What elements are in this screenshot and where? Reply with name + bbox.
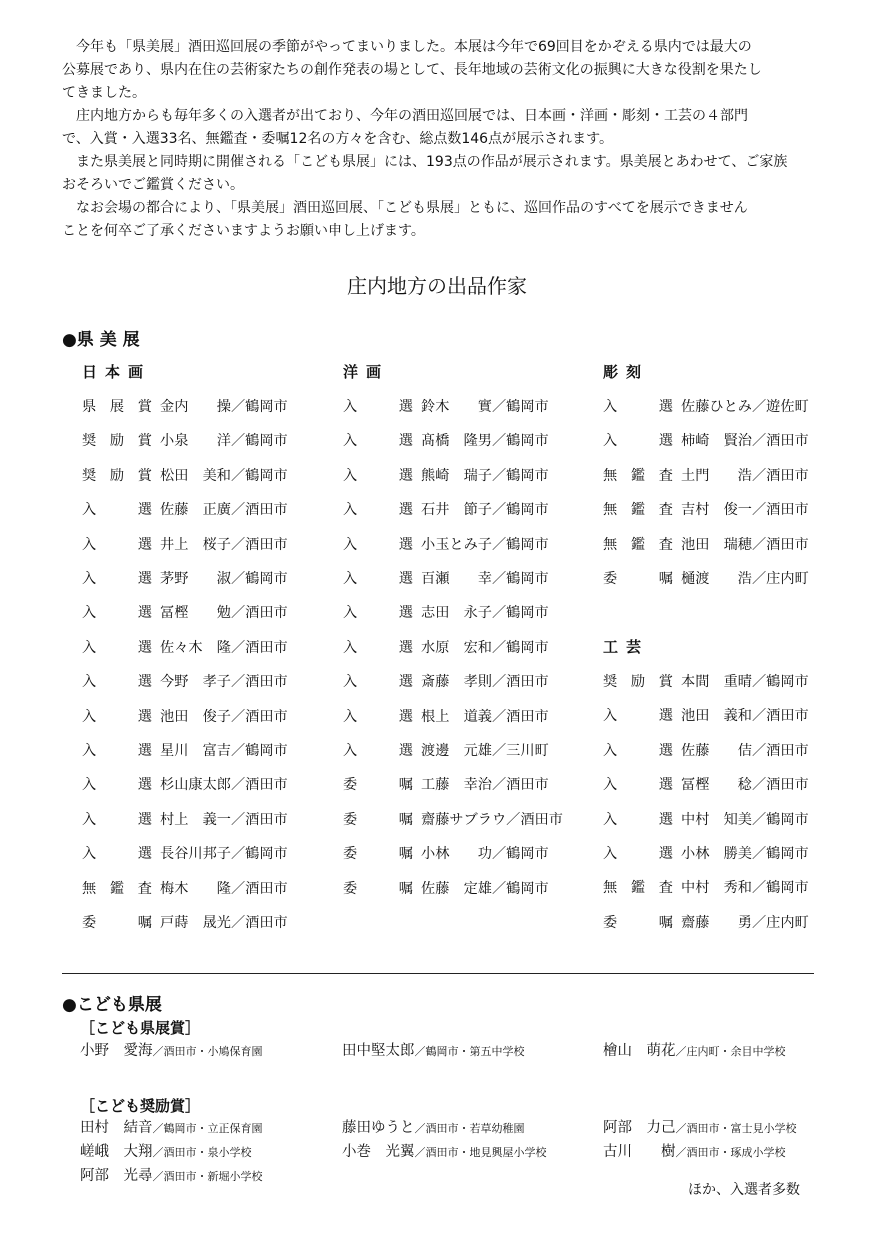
artist-name-city: 佐藤ひとみ／遊佐町 bbox=[681, 399, 809, 415]
artist-name-city: 杉山康太郎／酒田市 bbox=[160, 777, 288, 794]
award-label: 入 選 bbox=[82, 777, 152, 794]
award-label: 入 選 bbox=[343, 433, 413, 450]
artist-name-city: 佐藤 定雄／鶴岡市 bbox=[421, 880, 549, 897]
intro-line: で、入賞・入選33名、無鑑査・委嘱12名の方々を含む、総点数146点が展示されます。 bbox=[62, 131, 613, 147]
artist-name-city: 百瀬 幸／鶴岡市 bbox=[421, 571, 549, 587]
award-label: 入 選 bbox=[82, 639, 152, 656]
artist-name-city: 梅木 隆／酒田市 bbox=[160, 880, 288, 897]
artist-name-city: 松田 美和／鶴岡市 bbox=[160, 467, 288, 484]
winner-name: 檜山 萌花 bbox=[603, 1043, 676, 1059]
winner-school: ／酒田市・琢成小学校 bbox=[675, 1146, 786, 1159]
kodomo-encourage-title: ［こども奨励賞］ bbox=[80, 1097, 201, 1115]
artist-name-city: 齋藤サブラウ／酒田市 bbox=[421, 811, 563, 828]
intro-line: 今年も「県美展」酒田巡回展の季節がやってまいりました。本展は今年で69回目をかぞえる県内では最大の bbox=[76, 39, 752, 55]
winner-school: ／酒田市・小鳩保育園 bbox=[152, 1045, 263, 1058]
kodomo-winner bbox=[80, 1118, 263, 1139]
column-heading: 洋画 bbox=[343, 363, 390, 381]
artist-name-city: 小林 勝美／鶴岡市 bbox=[681, 846, 809, 862]
winner-school: ／庄内町・余目中学校 bbox=[675, 1045, 786, 1058]
artist-name-city: 小林 功／鶴岡市 bbox=[421, 846, 549, 863]
winner-name: 小巻 光翼 bbox=[342, 1144, 415, 1160]
artist-name-city: 中村 知美／鶴岡市 bbox=[681, 811, 809, 828]
artist-name-city: 柿崎 賢治／酒田市 bbox=[681, 433, 809, 450]
award-label: 入 選 bbox=[82, 743, 152, 759]
column-heading: 彫刻 bbox=[603, 363, 650, 381]
intro-line: おそろいでご鑑賞ください。 bbox=[62, 177, 244, 193]
artist-name-city: 星川 富吉／鶴岡市 bbox=[160, 743, 288, 759]
column-heading: 日本画 bbox=[82, 363, 152, 381]
kodomo-winner bbox=[80, 1041, 263, 1062]
winner-name: 嵯峨 大翔 bbox=[80, 1144, 153, 1160]
award-label: 入 選 bbox=[603, 399, 673, 415]
intro-line: 公募展であり、県内在住の芸術家たちの創作発表の場として、長年地域の芸術文化の振興に大きな役割を果たし bbox=[62, 62, 762, 78]
artist-name-city: 金内 操／鶴岡市 bbox=[160, 399, 288, 415]
award-label: 入 選 bbox=[603, 708, 673, 725]
kodomo-winner bbox=[342, 1118, 525, 1139]
artist-name-city: 中村 秀和／鶴岡市 bbox=[681, 880, 809, 897]
artist-name-city: 戸蒔 晟光／酒田市 bbox=[160, 915, 288, 931]
kodomo-winner bbox=[80, 1142, 252, 1163]
award-label: 入 選 bbox=[343, 502, 413, 519]
section-title: 庄内地方の出品作家 bbox=[347, 274, 527, 298]
award-label: 入 選 bbox=[603, 742, 673, 759]
award-label: 委 嘱 bbox=[343, 777, 413, 794]
award-label: 入 選 bbox=[343, 571, 413, 587]
artist-name-city: 今野 孝子／酒田市 bbox=[160, 674, 288, 691]
artist-name-city: 茅野 淑／鶴岡市 bbox=[160, 571, 288, 587]
winner-school: ／酒田市・泉小学校 bbox=[152, 1146, 252, 1159]
award-label: 無 鑑 査 bbox=[603, 502, 673, 519]
artist-name-city: 井上 桜子／酒田市 bbox=[160, 536, 288, 553]
artist-name-city: 小玉とみ子／鶴岡市 bbox=[421, 536, 549, 553]
award-label: 入 選 bbox=[82, 502, 152, 519]
award-label: 入 選 bbox=[82, 708, 152, 725]
artist-name-city: 渡邊 元雄／三川町 bbox=[421, 743, 549, 759]
award-label: 入 選 bbox=[343, 399, 413, 415]
artist-name-city: 水原 宏和／鶴岡市 bbox=[421, 639, 549, 656]
kodomo-winner bbox=[342, 1142, 547, 1163]
artist-name-city: 村上 義一／酒田市 bbox=[160, 811, 288, 828]
intro-text bbox=[62, 36, 844, 243]
award-label: 委 嘱 bbox=[343, 811, 413, 828]
artist-name-city: 樋渡 浩／庄内町 bbox=[681, 571, 809, 587]
winner-school: ／酒田市・新堀小学校 bbox=[152, 1170, 263, 1183]
artist-name-city: 佐藤 佶／酒田市 bbox=[681, 742, 809, 759]
winner-name: 阿部 光尋 bbox=[80, 1168, 153, 1184]
award-label: 入 選 bbox=[82, 811, 152, 828]
artist-name-city: 土門 浩／酒田市 bbox=[681, 467, 809, 484]
award-label: 入 選 bbox=[603, 846, 673, 862]
artist-name-city: 池田 俊子／酒田市 bbox=[160, 708, 288, 725]
winner-name: 古川 樹 bbox=[603, 1144, 676, 1160]
kodomo-winner bbox=[80, 1166, 263, 1187]
award-label: 委 嘱 bbox=[343, 880, 413, 897]
winner-name: 田村 結音 bbox=[80, 1120, 153, 1136]
kodomo-winner bbox=[603, 1041, 786, 1062]
winner-school: ／鶴岡市・立正保育園 bbox=[152, 1122, 263, 1135]
winner-name: 田中堅太郎 bbox=[342, 1043, 415, 1059]
winner-school: ／酒田市・富士見小学校 bbox=[675, 1122, 797, 1135]
winner-name: 藤田ゆうと bbox=[342, 1120, 415, 1136]
artist-name-city: 佐藤 正廣／酒田市 bbox=[160, 502, 288, 519]
award-label: 奨 励 賞 bbox=[82, 467, 152, 484]
award-label: 奨 励 賞 bbox=[82, 433, 152, 450]
intro-line: なお会場の都合により、「県美展」酒田巡回展、「こども県展」ともに、巡回作品のすべてを展示できません bbox=[76, 200, 748, 216]
artist-name-city: 冨樫 勉／酒田市 bbox=[160, 605, 288, 622]
intro-line: また県美展と同時期に開催される「こども県展」には、193点の作品が展示されます。県美展とあわせて、ご家族 bbox=[76, 154, 788, 170]
award-label: 入 選 bbox=[603, 433, 673, 450]
award-label: 無 鑑 査 bbox=[82, 880, 152, 897]
award-label: 委 嘱 bbox=[82, 915, 152, 931]
artist-name-city: 髙橋 隆男／鶴岡市 bbox=[421, 433, 549, 450]
artist-name-city: 吉村 俊一／酒田市 bbox=[681, 502, 809, 519]
award-label: 入 選 bbox=[603, 777, 673, 794]
award-label: 入 選 bbox=[82, 674, 152, 691]
artist-name-city: 齋藤 勇／庄内町 bbox=[681, 914, 809, 931]
artist-name-city: 冨樫 稔／酒田市 bbox=[681, 777, 809, 794]
artist-name-city: 佐々木 隆／酒田市 bbox=[160, 639, 288, 656]
award-label: 入 選 bbox=[343, 467, 413, 484]
award-label: 無 鑑 査 bbox=[603, 536, 673, 553]
kodomo-winner bbox=[603, 1118, 797, 1139]
award-label: 入 選 bbox=[343, 708, 413, 725]
intro-line: 庄内地方からも毎年多くの入選者が出ており、今年の酒田巡回展では、日本画・洋画・彫刻・工芸の４部門 bbox=[76, 108, 748, 124]
award-label: 入 選 bbox=[82, 846, 152, 863]
award-label: 入 選 bbox=[343, 743, 413, 759]
artist-name-city: 小泉 洋／鶴岡市 bbox=[160, 433, 288, 450]
artist-name-city: 工藤 幸治／酒田市 bbox=[421, 777, 549, 794]
artist-name-city: 池田 瑞穂／酒田市 bbox=[681, 536, 809, 553]
award-label: 無 鑑 査 bbox=[603, 467, 673, 484]
artist-name-city: 石井 節子／鶴岡市 bbox=[421, 502, 549, 519]
artist-name-city: 斎藤 孝則／酒田市 bbox=[421, 674, 549, 691]
kodomo-winner bbox=[603, 1142, 786, 1163]
award-label: 委 嘱 bbox=[343, 846, 413, 863]
kodomo-winner bbox=[342, 1041, 525, 1062]
winner-school: ／酒田市・若草幼稚園 bbox=[414, 1122, 525, 1135]
winner-name: 小野 愛海 bbox=[80, 1043, 153, 1059]
intro-line: ことを何卒ご了承くださいますようお願い申し上げます。 bbox=[62, 223, 425, 239]
kodomo-prize-title: ［こども県展賞］ bbox=[80, 1019, 201, 1037]
award-label: 入 選 bbox=[603, 811, 673, 828]
award-label: 県 展 賞 bbox=[82, 399, 152, 415]
kenbiten-title: ●県 美 展 bbox=[62, 330, 140, 350]
award-label: 委 嘱 bbox=[603, 914, 673, 931]
award-label: 入 選 bbox=[343, 674, 413, 691]
artist-name-city: 本間 重晴／鶴岡市 bbox=[681, 674, 809, 690]
artist-name-city: 志田 永子／鶴岡市 bbox=[421, 605, 549, 622]
winner-school: ／鶴岡市・第五中学校 bbox=[414, 1045, 525, 1058]
kodomo-title: ●こども県展 bbox=[62, 995, 162, 1015]
artist-name-city: 根上 道義／酒田市 bbox=[421, 708, 549, 725]
award-label: 入 選 bbox=[82, 571, 152, 587]
award-label: 入 選 bbox=[82, 536, 152, 553]
footer-note: ほか、入選者多数 bbox=[688, 1182, 800, 1198]
artist-name-city: 熊崎 瑞子／鶴岡市 bbox=[421, 467, 549, 484]
divider bbox=[62, 973, 814, 974]
award-label: 入 選 bbox=[343, 536, 413, 553]
winner-school: ／酒田市・地見興屋小学校 bbox=[414, 1146, 547, 1159]
award-label: 奨 励 賞 bbox=[603, 674, 673, 690]
award-label: 無 鑑 査 bbox=[603, 880, 673, 897]
winner-name: 阿部 力己 bbox=[603, 1120, 676, 1136]
award-label: 入 選 bbox=[82, 605, 152, 622]
intro-line: てきました。 bbox=[62, 85, 146, 101]
award-label: 委 嘱 bbox=[603, 571, 673, 587]
award-label: 入 選 bbox=[343, 605, 413, 622]
artist-name-city: 鈴木 實／鶴岡市 bbox=[421, 399, 549, 415]
award-label: 入 選 bbox=[343, 639, 413, 656]
column-heading: 工芸 bbox=[603, 638, 650, 656]
artist-name-city: 長谷川邦子／鶴岡市 bbox=[160, 846, 288, 863]
artist-name-city: 池田 義和／酒田市 bbox=[681, 708, 809, 725]
